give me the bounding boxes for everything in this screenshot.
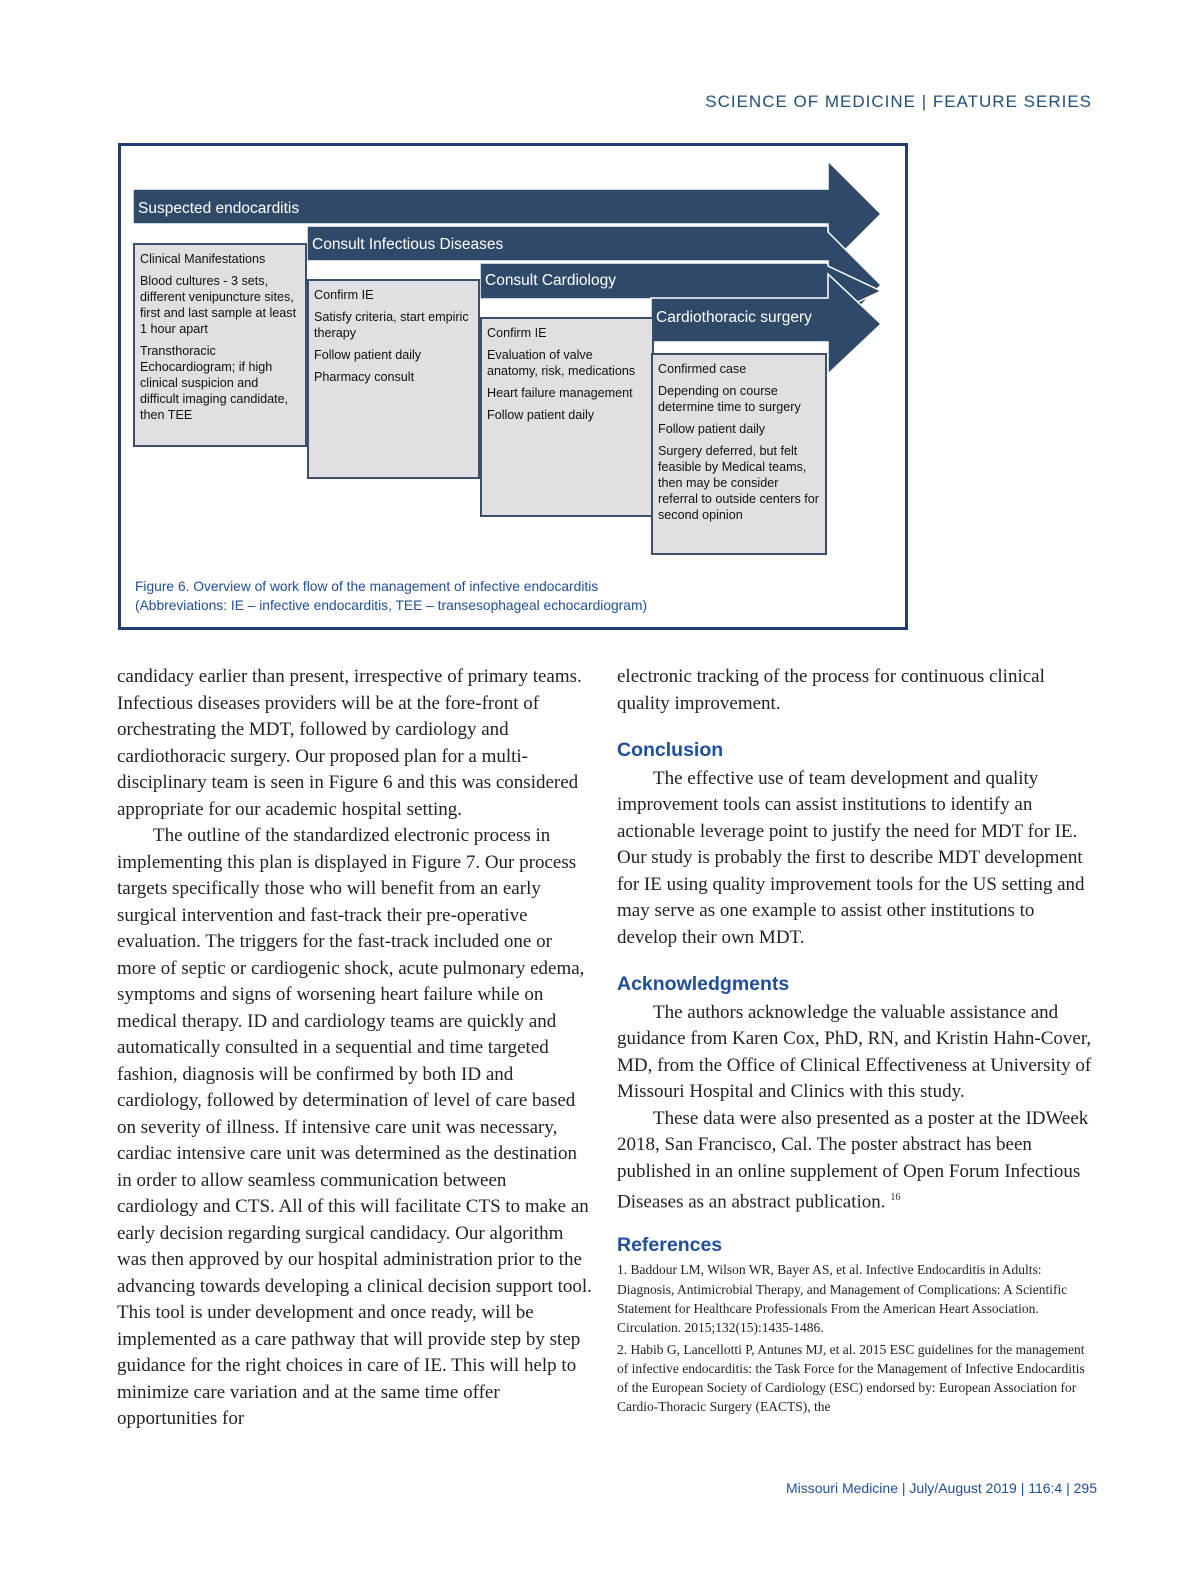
stage-4-box bbox=[651, 353, 827, 555]
reference-item: 1. Baddour LM, Wilson WR, Bayer AS, et al. Infective Endocarditis in Adults: Diagnosis, Antimicrobial Therapy, and Management of Complications: A Scientific Statement for Healthcare Professionals From the American Heart Association. Circulation. 2015;132(15):1435-1486. bbox=[617, 1262, 1068, 1336]
stage-3-title: Consult Cardiology bbox=[485, 272, 616, 289]
stage-3-item: Confirm IE bbox=[487, 326, 547, 340]
stage-4-item: Follow patient daily bbox=[658, 422, 766, 436]
paragraph: electronic tracking of the process for continuous clinical quality improvement. bbox=[617, 666, 1045, 714]
stage-1-item: Transthoracic Echocardiogram; if high clinical suspicion and difficult imaging candidate, then TEE bbox=[140, 344, 289, 422]
stage-2-item: Follow patient daily bbox=[314, 348, 422, 362]
stage-1-item: Clinical Manifestations bbox=[140, 252, 266, 266]
stage-1-item: Blood cultures - 3 sets, different venipuncture sites, first and last sample at least 1 hour apart bbox=[140, 274, 297, 336]
figure-6-frame bbox=[118, 143, 908, 630]
caption-line-1: Figure 6. Overview of work flow of the management of infective endocarditis bbox=[135, 579, 599, 594]
stage-3-box bbox=[480, 317, 654, 517]
stage-2-box bbox=[307, 279, 480, 479]
acknowledgments-heading: Acknowledgments bbox=[617, 973, 790, 995]
references-heading: References bbox=[617, 1233, 723, 1256]
paragraph: The outline of the standardized electronic process in implementing this plan is displayed in Figure 7. Our process targets specifically those who will benefit from an early surgical intervention and fast-track their pre-operative evaluation. The triggers for the fast-track included one or more of septic or cardiogenic shock, acute pulmonary edema, symptoms and signs of worsening heart failure while on medical therapy. ID and cardiology teams are quickly and automatically consulted in a sequential and time targeted fashion, diagnosis will be confirmed by both ID and cardiology, followed by determination of level of care based on severity of illness. If intensive care unit was necessary, cardiac intensive care unit was determined as the destination in order to allow seamless communication between cardiology and CTS. All of this will facilitate CTS to make an early decision regarding surgical candidacy. Our algorithm was then approved by our hospital administration prior to the advancing towards developing a clinical decision support tool. This tool is under development and once ready, will be implemented as a care pathway that will provide step by step guidance for the right choices in care of IE. This will help to minimize care variation and at the same time offer opportunities for bbox=[117, 825, 592, 1429]
paragraph: The effective use of team development and quality improvement tools can assist institutions to identify an actionable leverage point to justify the need for MDT for IE. Our study is probably the first to describe MDT development for IE using quality improvement tools for the US setting and may serve as one example to assist other institutions to develop their own MDT. bbox=[617, 767, 1085, 948]
citation-superscript: 16 bbox=[890, 1192, 901, 1203]
stage-4-title: Cardiothoracic surgery bbox=[656, 309, 812, 326]
paragraph bbox=[617, 1106, 1092, 1216]
ack2-text: These data were also presented as a poster at the IDWeek 2018, San Francisco, Cal. The poster abstract has been published in an online supplement of Open Forum Infectious Diseases as an abstract publication. bbox=[617, 1107, 1089, 1213]
stage-1-box bbox=[133, 243, 307, 447]
reference-item: 2. Habib G, Lancellotti P, Antunes MJ, et al. 2015 ESC guidelines for the management of infective endocarditis: the Task Force for the Management of Infective Endocarditis of the European Society of Cardiology (ESC) endorsed by: European Association for Cardio-Thoracic Surgery (EACTS), the bbox=[617, 1341, 1085, 1415]
stage-3-item: Follow patient daily bbox=[487, 408, 595, 422]
page-footer: Missouri Medicine | July/August 2019 | 116:4 | 295 bbox=[785, 1480, 1097, 1496]
stage-4-item: Surgery deferred, but felt feasible by Medical teams, then may be consider referral to outside centers for second opinion bbox=[658, 444, 819, 522]
stage-3-item: Evaluation of valve anatomy, risk, medications bbox=[487, 348, 636, 378]
paragraph: candidacy earlier than present, irrespective of primary teams. Infectious diseases providers will be at the fore-front of orchestrating the MDT, followed by cardiology and cardiothoracic surgery. Our proposed plan for a multi-disciplinary team is seen in Figure 6 and this was considered appropriate for our academic hospital setting. bbox=[117, 666, 582, 820]
conclusion-heading: Conclusion bbox=[617, 739, 724, 761]
stage-4-item: Confirmed case bbox=[658, 362, 747, 376]
paragraph: The authors acknowledge the valuable assistance and guidance from Karen Cox, PhD, RN, and Kristin Hahn-Cover, MD, from the Office of Clinical Effectiveness at University of Missouri Hospital and Clinics with this study. bbox=[617, 1001, 1092, 1102]
caption-line-2: (Abbreviations: IE – infective endocarditis, TEE – transesophageal echocardiogram) bbox=[135, 598, 648, 613]
stage-2-item: Satisfy criteria, start empiric therapy bbox=[314, 310, 469, 340]
stage-1-title: Suspected endocarditis bbox=[138, 200, 300, 217]
right-column bbox=[617, 664, 1092, 1419]
stage-2-title: Consult Infectious Diseases bbox=[312, 236, 504, 253]
reference-list bbox=[617, 1260, 1092, 1416]
running-header: SCIENCE OF MEDICINE | FEATURE SERIES bbox=[705, 92, 1092, 111]
stage-2-item: Confirm IE bbox=[314, 288, 374, 302]
stage-3-item: Heart failure management bbox=[487, 386, 633, 400]
figure-caption bbox=[135, 577, 647, 615]
left-column bbox=[117, 664, 592, 1433]
stage-4-item: Depending on course determine time to surgery bbox=[658, 384, 801, 414]
stage-2-item: Pharmacy consult bbox=[314, 370, 415, 384]
